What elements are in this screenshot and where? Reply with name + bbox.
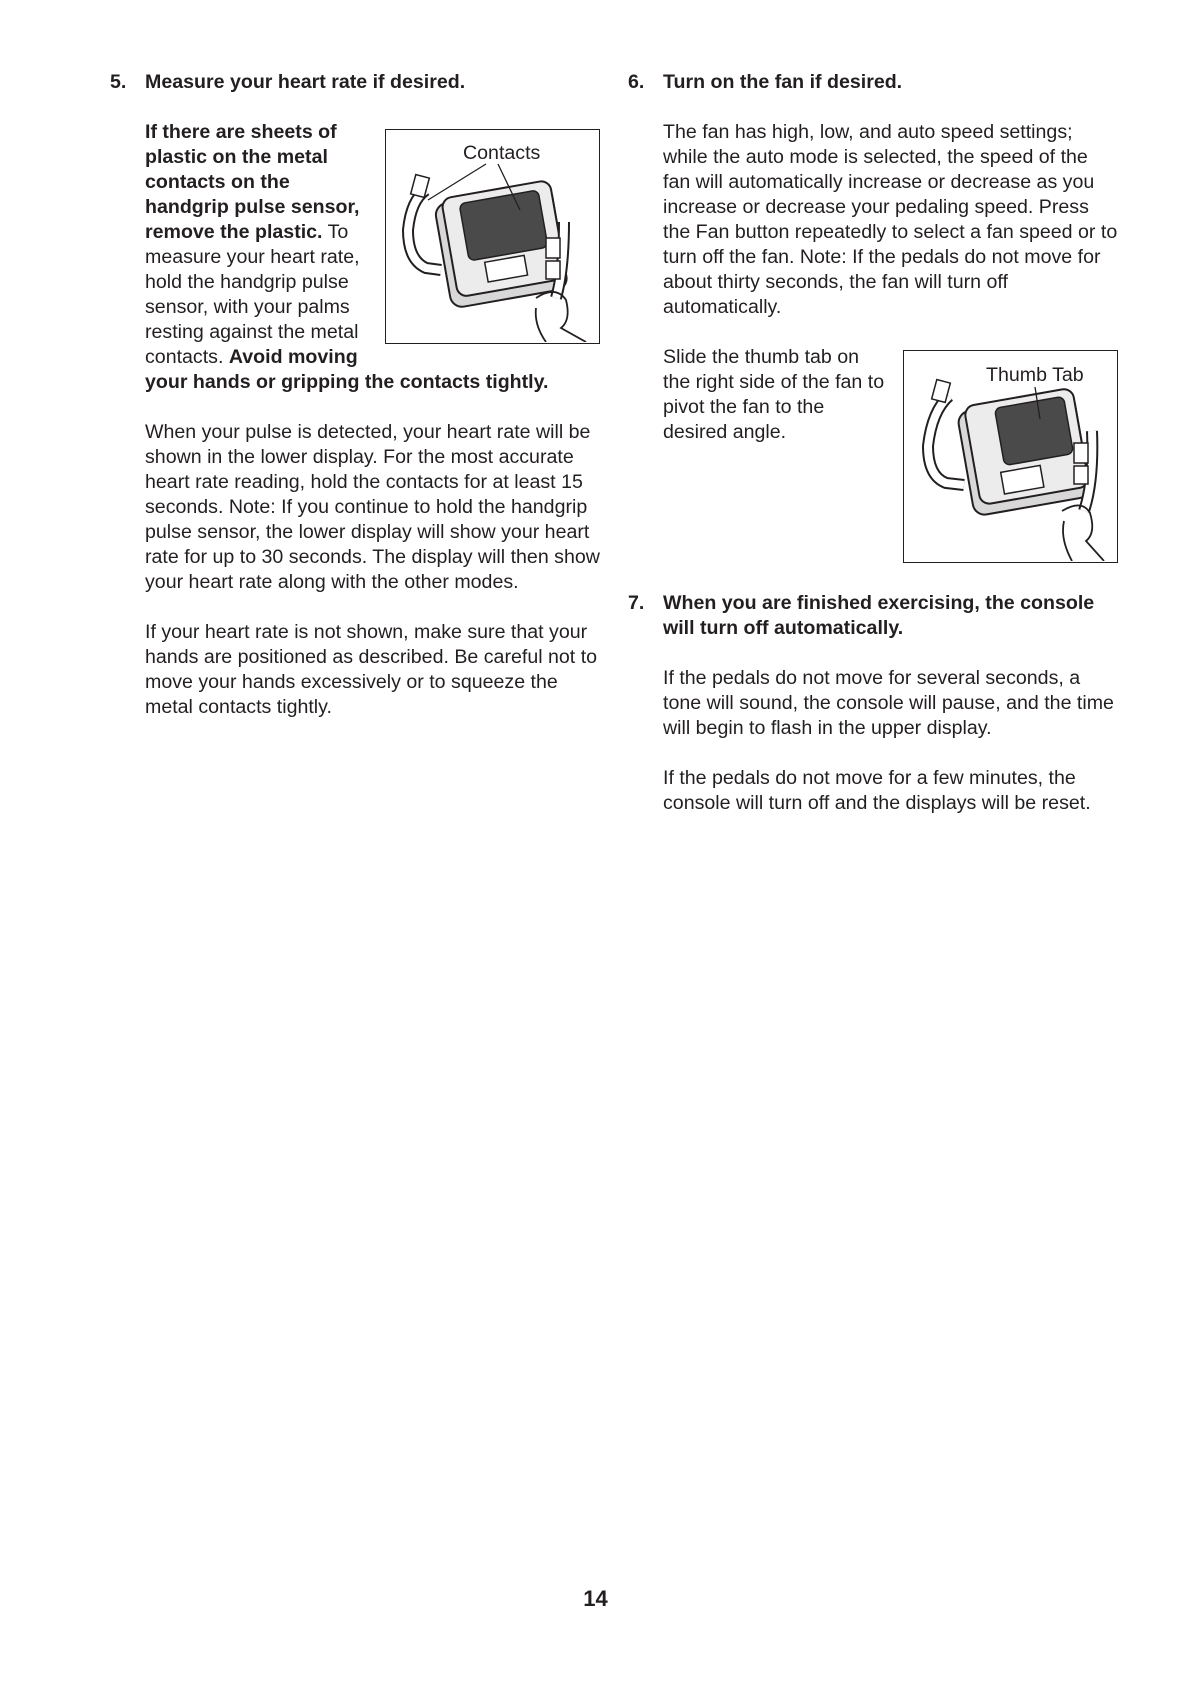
step-7-paragraph-1: If the pedals do not move for several seconds, a tone will sound, the console will pause, and the time will begin to flash in the upper display. <box>663 667 1114 739</box>
step-7-title: When you are finished exercising, the console will turn off automatically. <box>663 592 1095 639</box>
step-5-avoid-warning: Avoid moving your hands or gripping the contacts tightly. <box>145 346 549 393</box>
fan-thumb-tab-figure <box>903 350 1118 563</box>
thumb-tab-label: Thumb Tab <box>986 364 1084 386</box>
step-6-number: 6. <box>628 71 645 93</box>
right-column <box>628 70 1118 816</box>
step-5-body <box>110 120 600 720</box>
step-6-title: Turn on the fan if desired. <box>663 71 903 93</box>
step-5-plastic-warning: If there are sheets of plastic on the metal contacts on the handgrip pulse sensor, remove the plastic. <box>145 121 360 243</box>
step-7-number: 7. <box>628 592 645 614</box>
step-6-heading <box>628 70 1118 95</box>
step-7-body <box>628 666 1118 816</box>
step-6-body <box>628 120 1118 569</box>
step-5-paragraph-3: If your heart rate is not shown, make sure that your hands are positioned as described. Be careful not to move your hands excessively or to squeeze the metal contacts tightly. <box>145 621 598 718</box>
step-6-figure-block <box>663 345 1118 569</box>
step-5-paragraph-2: When your pulse is detected, your heart rate will be shown in the lower display. For the most accurate heart rate reading, hold the contacts for at least 15 seconds. Note: If you continue to hold the handgrip pulse sensor, the lower display will show your heart rate for up to 30 seconds. The display will then show your heart rate along with the other modes. <box>145 421 600 593</box>
step-7-paragraph-2: If the pedals do not move for a few minutes, the console will turn off and the displays will be reset. <box>663 767 1091 814</box>
step-6-paragraph-1: The fan has high, low, and auto speed settings; while the auto mode is selected, the speed of the fan will automatically increase or decrease as you increase or decrease your pedaling speed. Press the Fan button repeatedly to select a fan speed or to turn off the fan. Note: If the pedals do not move for about thirty seconds, the fan will turn off automatically. <box>663 121 1118 318</box>
step-5-heading <box>110 70 600 95</box>
step-6-paragraph-2: Slide the thumb tab on the right side of the fan to pivot the fan to the desired angle. <box>663 346 885 443</box>
step-5-title: Measure your heart rate if desired. <box>145 71 466 93</box>
page-number: 14 <box>583 1586 608 1611</box>
left-column <box>110 70 600 720</box>
step-5-measure-text: To measure your heart rate, hold the handgrip pulse sensor, with your palms resting against the metal contacts. <box>145 221 360 368</box>
console-contacts-figure <box>385 129 600 344</box>
step-7-heading <box>628 591 1118 641</box>
contacts-label: Contacts <box>463 142 541 164</box>
step-5-number: 5. <box>110 71 127 93</box>
